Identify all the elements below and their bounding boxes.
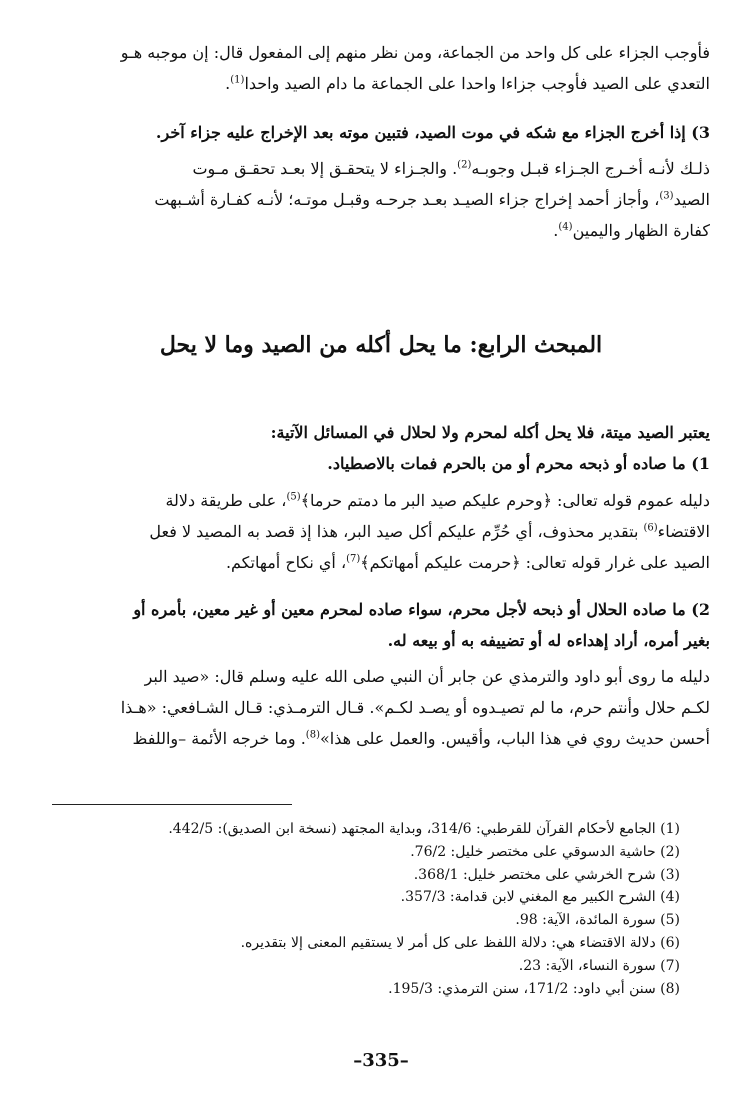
text-segment: ، على طريقة دلالة <box>165 491 287 510</box>
text-segment: . <box>225 74 231 93</box>
text-segment: ، أي نكاح أمهاتكم. <box>225 553 347 572</box>
text-line: 3) إذا أخرج الجزاء مع شكه في موت الصيد، فتبين موته بعد الإخراج عليه جزاء آخر. <box>155 123 710 142</box>
text-line <box>52 68 710 99</box>
footnote-item: (3) شرح الخرشي على مختصر خليل: 368/1. <box>413 866 680 883</box>
text-segment: ، وأجاز أحمد إخراج جزاء الصيـد بعـد جرحـه وقبـل موتـه؛ لأنـه كفـارة أشـبهت <box>154 190 660 209</box>
footnote-item: (6) دلالة الاقتضاء هي: دلالة اللفظ على كل أمر لا يستقيم المعنى إلا بتقديره. <box>240 934 680 951</box>
issue-3-heading <box>52 117 710 148</box>
text-segment: كفارة الظهار واليمين <box>572 221 710 240</box>
text-line: 1) ما صاده أو ذبحه محرم أو من بالحرم فمات بالاصطياد. <box>327 454 710 473</box>
footnote-divider <box>52 804 292 805</box>
section-heading: المبحث الرابع: ما يحل أكله من الصيد وما لا يحل <box>159 332 603 358</box>
text-segment: التعدي على الصيد فأوجب جزاءا واحدا على الجماعة ما دام الصيد واحدا <box>244 74 710 93</box>
footnote-item: (2) حاشية الدسوقي على مختصر خليل: 76/2. <box>410 843 680 860</box>
text-line: لكـم حلال وأنتم حرم، ما لم تصيـدوه أو يصـد لكـم». قـال الترمـذي: قـال الشـافعي: «هـذا <box>120 698 710 717</box>
issue-2-heading <box>52 594 710 656</box>
text-line: بغير أمره، أراد إهداءه له أو تضييفه به أو بيعه له. <box>387 631 710 650</box>
footnote-item: (8) سنن أبي داود: 171/2، سنن الترمذي: 195/3. <box>388 980 680 997</box>
text-line: فأوجب الجزاء على كل واحد من الجماعة، ومن نظر منهم إلى المفعول قال: إن موجبه هـو <box>120 43 710 62</box>
footnote-ref: (4) <box>558 221 573 233</box>
text-line: دليله ما روى أبو داود والترمذي عن جابر أن النبي صلى الله عليه وسلم قال: «صيد البر <box>144 667 710 686</box>
paragraph-issue-3 <box>52 153 710 246</box>
footnote-ref: (2) <box>457 159 472 171</box>
text-line <box>52 547 710 578</box>
text-line: 2) ما صاده الحلال أو ذبحه لأجل محرم، سواء صاده لمحرم معين أو غير معين، بأمره أو <box>133 600 710 619</box>
footnote-ref: (5) <box>286 491 301 503</box>
text-segment: . وما خرجه الأئمة –واللفظ <box>132 729 306 748</box>
text-line <box>52 485 710 516</box>
footnotes <box>52 818 710 1000</box>
page <box>52 0 710 1100</box>
text-segment: . والجـزاء لا يتحقـق إلا بعـد تحقـق مـوت <box>192 159 458 178</box>
text-segment: أحسن حديث روي في هذا الباب، وأقيس. والعمل على هذا» <box>319 729 710 748</box>
footnote-ref: (3) <box>659 190 674 202</box>
text-segment: ذلـك لأنـه أخـرج الجـزاء قبـل وجوبـه <box>471 159 710 178</box>
text-segment: الاقتضاء <box>657 522 710 541</box>
text-line: يعتبر الصيد ميتة، فلا يحل أكله لمحرم ولا لحلال في المسائل الآتية: <box>270 423 710 442</box>
paragraph-evidence-2 <box>52 661 710 754</box>
footnote-item: (5) سورة المائدة، الآية: 98. <box>515 912 680 929</box>
footnote-ref: (7) <box>346 553 361 565</box>
text-line <box>52 516 710 547</box>
text-line <box>52 723 710 754</box>
text-segment: الصيد <box>673 190 710 209</box>
text-line <box>52 215 710 246</box>
footnote-item: (4) الشرح الكبير مع المغني لابن قدامة: 357/3. <box>400 889 680 906</box>
paragraph-continuation <box>52 37 710 99</box>
text-segment: . <box>553 221 559 240</box>
page-number: –335– <box>353 1050 409 1071</box>
footnote-item: (7) سورة النساء، الآية: 23. <box>518 957 680 974</box>
footnote-ref: (8) <box>305 729 320 741</box>
footnote-item: (1) الجامع لأحكام القرآن للقرطبي: 314/6، وبداية المجتهد (نسخة ابن الصديق): 442/5. <box>168 821 680 837</box>
footnote-ref: (6) <box>643 522 658 534</box>
text-line <box>52 153 710 184</box>
text-line <box>52 184 710 215</box>
footnote-ref: (1) <box>230 74 245 86</box>
text-segment: بتقدير محذوف، أي حُرِّم عليكم أكل صيد البر، هذا إذ قصد به المصيد لا فعل <box>149 522 644 541</box>
section-intro <box>52 417 710 479</box>
text-segment: الصيد على غرار قوله تعالى: ﴿حرمت عليكم أمهاتكم﴾ <box>360 553 710 572</box>
paragraph-evidence-1 <box>52 485 710 578</box>
text-segment: دليله عموم قوله تعالى: ﴿وحرم عليكم صيد البر ما دمتم حرما﴾ <box>300 491 710 510</box>
